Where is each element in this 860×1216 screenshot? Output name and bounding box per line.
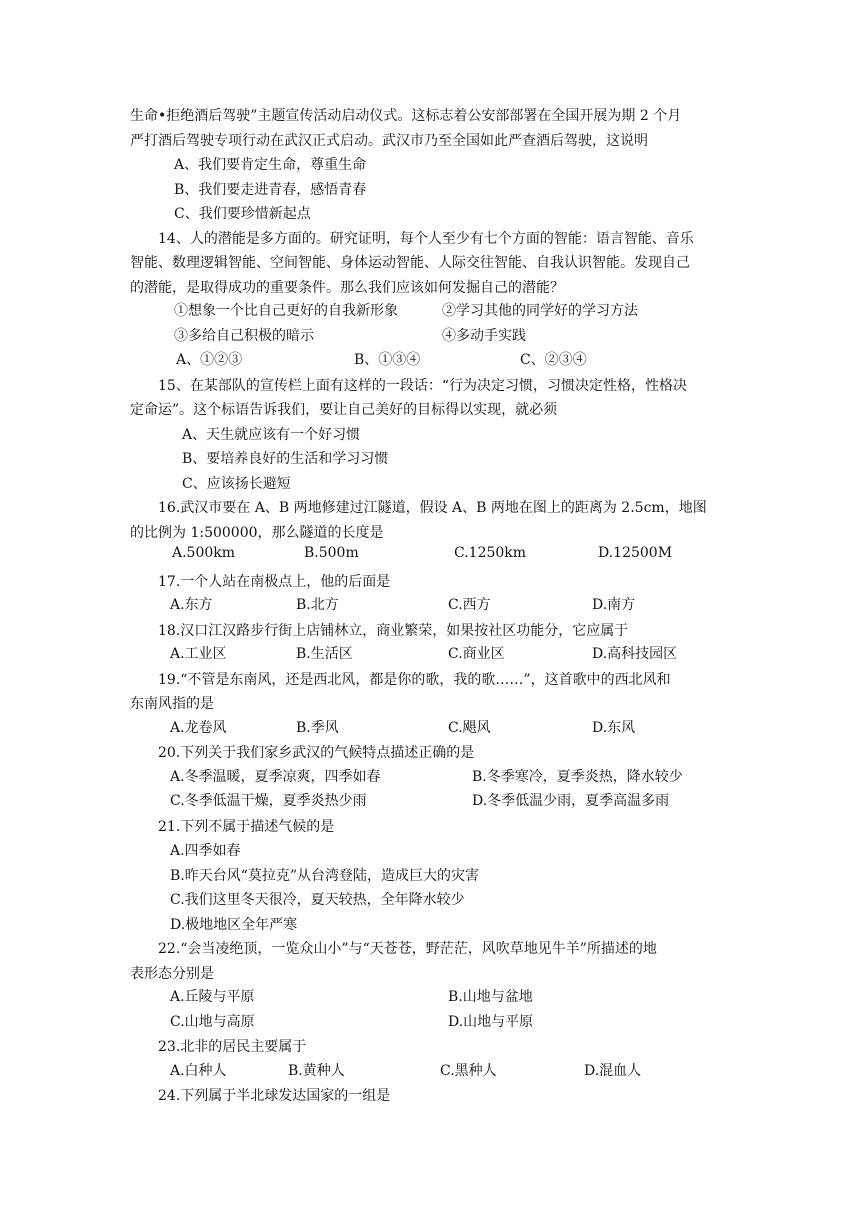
question-17: 17.一个人站在南极点上，他的后面是 xyxy=(158,573,391,590)
question-20: 20.下列关于我们家乡武汉的气候特点描述正确的是 xyxy=(158,745,475,761)
option-c: C.商业区 xyxy=(448,646,505,662)
option-c: C.冬季低温干燥，夏季炎热少雨 xyxy=(170,793,367,809)
option-b: B.北方 xyxy=(296,597,339,613)
statement-row xyxy=(130,325,734,350)
option-b: B.昨天台风“莫拉克”从台湾登陆，造成巨大的灾害 xyxy=(170,867,480,884)
option-d: D.冬季低温少雨，夏季高温多雨 xyxy=(472,793,670,809)
option-a: A、①②③ xyxy=(176,352,243,368)
question-16: 16.武汉市要在 A、B 两地修建过江隧道，假设 A、B 两地在图上的距离为 2.5cm，地图 xyxy=(158,500,707,516)
option-d: D.极地地区全年严寒 xyxy=(170,916,298,933)
option-b: B.冬季寒冷，夏季炎热，降水较少 xyxy=(472,768,683,785)
option-c: C、应该扬长避短 xyxy=(182,475,291,492)
option-b: B、①③④ xyxy=(354,352,421,368)
option-c: C.黑种人 xyxy=(440,1062,497,1079)
text-line: 智能、数理逻辑智能、空间智能、身体运动智能、人际交往智能、自我认识智能。发现自己 xyxy=(130,255,690,271)
text-line: 定命运”。这个标语告诉我们，要让自己美好的目标得以实现，就必须 xyxy=(130,402,558,418)
question-23: 23.北非的居民主要属于 xyxy=(158,1039,307,1055)
options-row xyxy=(130,766,734,791)
text-line: 的比例为 1:500000，那么隧道的长度是 xyxy=(130,524,384,541)
option-c: C.山地与高原 xyxy=(170,1013,255,1030)
question-19: 19.“不管是东南风，还是西北风，都是你的歌，我的歌……”，这首歌中的西北风和 xyxy=(158,671,671,688)
options-row xyxy=(130,790,734,815)
question-15: 15、在某部队的宣传栏上面有这样的一段话：“行为决定习惯，习惯决定性格，性格决 xyxy=(158,377,687,394)
option-b: B.500m xyxy=(304,545,359,561)
option-c: C.飓风 xyxy=(448,719,491,736)
statement-4: ④多动手实践 xyxy=(442,327,526,344)
question-22: 22.“会当凌绝顶，一览众山小”与“天苍苍，野茫茫，风吹草地见牛羊”所描述的地 xyxy=(158,941,657,957)
option-b: B、要培养良好的生活和学习习惯 xyxy=(182,451,389,467)
option-a: A.500km xyxy=(172,545,236,561)
text-line: 生命•拒绝酒后驾驶”主题宣传活动启动仪式。这标志着公安部部署在全国开展为期 2 个月 xyxy=(130,108,682,124)
statement-1: ①想象一个比自己更好的自我新形象 xyxy=(174,303,398,319)
option-c: C.1250km xyxy=(454,545,527,561)
option-a: A、我们要肯定生命，尊重生命 xyxy=(174,157,367,173)
option-d: D.东风 xyxy=(592,719,636,736)
option-d: D.南方 xyxy=(592,597,636,613)
option-b: B.山地与盆地 xyxy=(448,989,533,1005)
options-row xyxy=(130,545,734,570)
option-d: D.12500M xyxy=(598,545,673,561)
option-d: D.混血人 xyxy=(584,1062,642,1079)
option-a: A.丘陵与平原 xyxy=(170,989,255,1005)
option-b: B、我们要走进青春，感悟青春 xyxy=(174,181,367,198)
option-b: B.黄种人 xyxy=(288,1062,345,1079)
text-line: 的潜能，是取得成功的重要条件。那么我们应该如何发掘自己的潜能？ xyxy=(130,279,564,296)
document-body xyxy=(130,104,734,1109)
option-a: A.白种人 xyxy=(170,1062,227,1079)
option-a: A.龙卷风 xyxy=(170,719,227,736)
options-row xyxy=(130,717,734,742)
option-c: C、②③④ xyxy=(520,352,587,368)
options-row xyxy=(130,594,734,619)
text-line: 东南风指的是 xyxy=(130,696,214,712)
option-a: A、天生就应该有一个好习惯 xyxy=(182,426,361,443)
option-a: A.冬季温暖，夏季凉爽，四季如春 xyxy=(170,768,381,785)
options-row xyxy=(130,1011,734,1036)
statement-2: ②学习其他的同学好的学习方法 xyxy=(442,303,638,319)
question-14: 14、人的潜能是多方面的。研究证明，每个人至少有七个方面的智能：语言智能、音乐 xyxy=(158,230,694,247)
statement-row xyxy=(130,300,734,325)
option-c: C.我们这里冬天很冷，夏天较热，全年降水较少 xyxy=(170,892,465,908)
option-d: D.高科技园区 xyxy=(592,646,678,662)
question-24: 24.下列属于半北球发达国家的一组是 xyxy=(158,1088,391,1104)
options-row xyxy=(130,349,734,374)
options-row xyxy=(130,1060,734,1085)
statement-3: ③多给自己积极的暗示 xyxy=(174,327,314,344)
option-b: B.生活区 xyxy=(296,646,353,662)
option-a: A.东方 xyxy=(170,597,213,613)
option-b: B.季风 xyxy=(296,719,339,736)
option-c: C、我们要珍惜新起点 xyxy=(174,206,311,222)
option-a: A.四季如春 xyxy=(170,843,241,859)
question-18: 18.汉口江汉路步行街上店铺林立，商业繁荣，如果按社区功能分，它应属于 xyxy=(158,622,629,639)
option-d: D.山地与平原 xyxy=(448,1013,534,1030)
option-a: A.工业区 xyxy=(170,646,227,662)
options-row xyxy=(130,643,734,668)
question-21: 21.下列不属于描述气候的是 xyxy=(158,818,335,835)
option-c: C.西方 xyxy=(448,597,491,613)
options-row xyxy=(130,986,734,1011)
text-line: 严打酒后驾驶专项行动在武汉正式启动。武汉市乃至全国如此严查酒后驾驶，这说明 xyxy=(130,132,648,149)
text-line: 表形态分别是 xyxy=(130,965,214,982)
